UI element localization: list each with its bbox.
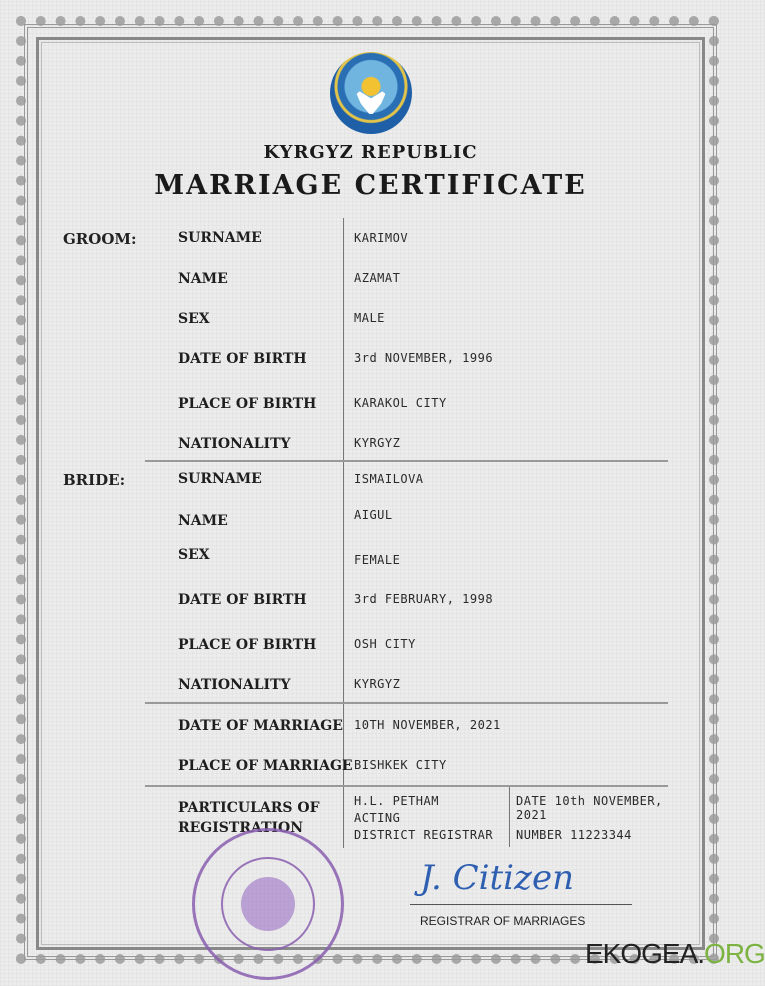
field-label: NAME (178, 513, 228, 529)
watermark: EKOGEA.ORG (585, 938, 765, 969)
field-value: KYRGYZ (354, 677, 401, 691)
state-emblem (330, 52, 412, 134)
registration-date: 2021 (516, 808, 547, 822)
signature: J. Citizen (420, 858, 574, 898)
certificate-title: MARRIAGE CERTIFICATE (154, 170, 587, 201)
country-title: KYRGYZ REPUBLIC (263, 142, 478, 163)
field-value: ISMAILOVA (354, 472, 424, 486)
signature-caption: REGISTRAR OF MARRIAGES (420, 914, 586, 928)
field-label: PLACE OF BIRTH (178, 396, 317, 412)
field-label: SURNAME (178, 471, 262, 487)
field-label: NATIONALITY (178, 677, 291, 693)
table-divider (343, 218, 344, 848)
field-value: KARAKOL CITY (354, 396, 447, 410)
field-label: NAME (178, 271, 228, 287)
registration-label: REGISTRATION (178, 820, 304, 836)
field-value: KARIMOV (354, 231, 409, 245)
signature-line (410, 904, 632, 905)
field-label: DATE OF BIRTH (178, 592, 307, 608)
registrar-title: ACTING (354, 811, 401, 825)
registration-label: PARTICULARS OF (178, 800, 320, 816)
field-value: OSH CITY (354, 637, 416, 651)
field-value: 3rd NOVEMBER, 1996 (354, 351, 494, 365)
registration-number: NUMBER 11223344 (516, 828, 632, 842)
field-value: BISHKEK CITY (354, 758, 447, 772)
field-label: DATE OF MARRIAGE (178, 718, 343, 734)
field-value: KYRGYZ (354, 436, 401, 450)
official-stamp (192, 828, 344, 980)
field-value: 3rd FEBRUARY, 1998 (354, 592, 494, 606)
row-divider (145, 702, 668, 704)
field-value: FEMALE (354, 553, 401, 567)
field-label: DATE OF BIRTH (178, 351, 307, 367)
registration-date: DATE 10th NOVEMBER, (516, 794, 663, 808)
field-label: PLACE OF BIRTH (178, 637, 317, 653)
bride-label: BRIDE: (63, 471, 126, 489)
groom-label: GROOM: (63, 230, 137, 248)
registrar-title: DISTRICT REGISTRAR (354, 828, 494, 842)
field-value: 10TH NOVEMBER, 2021 (354, 718, 501, 732)
field-value: AZAMAT (354, 271, 401, 285)
field-label: SEX (178, 311, 210, 327)
registrar-name: H.L. PETHAM (354, 794, 439, 808)
field-value: AIGUL (354, 508, 393, 522)
registration-divider (509, 787, 510, 847)
field-value: MALE (354, 311, 385, 325)
field-label: PLACE OF MARRIAGE (178, 758, 353, 774)
row-divider (145, 460, 668, 462)
field-label: SEX (178, 547, 210, 563)
field-label: SURNAME (178, 230, 262, 246)
row-divider (145, 785, 668, 787)
field-label: NATIONALITY (178, 436, 291, 452)
